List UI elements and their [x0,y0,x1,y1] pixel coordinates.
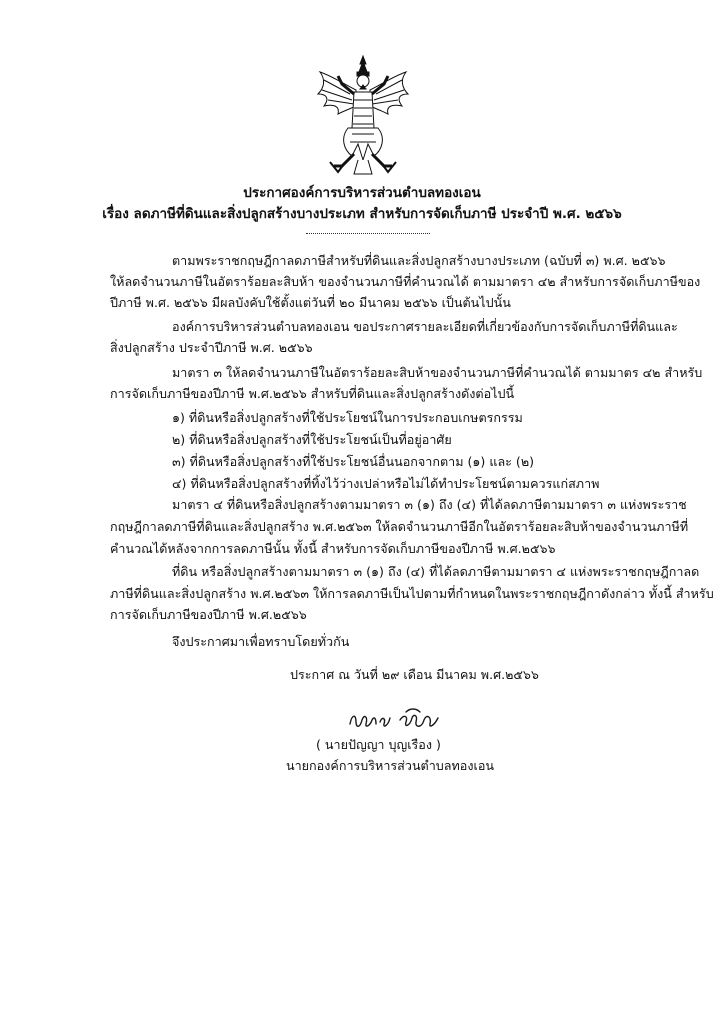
title-divider [306,233,430,234]
paragraph-1-line-3: ปีภาษี พ.ศ. ๒๕๖๖ มีผลบังคับใช้ตั้งแต่วันที่ ๒๐ มีนาคม ๒๕๖๖ เป็นต้นไปนั้น [110,295,511,310]
signer-position: นายกองค์การบริหารส่วนตำบลทองเอน [286,758,494,773]
announcement-date: ประกาศ ณ วันที่ ๒๙ เดือน มีนาคม พ.ศ.๒๕๖๖ [290,667,539,682]
paragraph-4-line-2: กฤษฎีกาลดภาษีที่ดินและสิ่งปลูกสร้าง พ.ศ.๒๕๖๓ ให้ลดจำนวนภาษีอีกในอัตราร้อยละสิบห้าของจำนวนภาษีที่ [110,519,689,534]
paragraph-4-line-3: คำนวณได้หลังจากการลดภาษีนั้น ทั้งนี้ สำหรับการจัดเก็บภาษีของปีภาษี พ.ศ.๒๕๖๖ [110,541,556,556]
list-item: ๑) ที่ดินหรือสิ่งปลูกสร้างที่ใช้ประโยชน์ในการประกอบเกษตรกรรม [172,410,523,425]
list-item: ๒) ที่ดินหรือสิ่งปลูกสร้างที่ใช้ประโยชน์เป็นที่อยู่อาศัย [172,432,452,447]
paragraph-1-line-1: ตามพระราชกฤษฎีกาลดภาษีสำหรับที่ดินและสิ่งปลูกสร้างบางประเภท (ฉบับที่ ๓) พ.ศ. ๒๕๖๖ [172,253,666,268]
handwritten-signature [346,704,442,734]
garuda-emblem [314,54,412,178]
paragraph-1-line-2: ให้ลดจำนวนภาษีในอัตราร้อยละสิบห้า ของจำนวนภาษีที่คำนวณได้ ตามมาตรา ๔๒ สำหรับการจัดเก็บภาษีของ [110,274,701,289]
list-item: ๓) ที่ดินหรือสิ่งปลูกสร้างที่ใช้ประโยชน์อื่นนอกจากตาม (๑) และ (๒) [172,454,535,469]
announcement-title: ประกาศองค์การบริหารส่วนตำบลทองเอน [243,185,481,201]
announcement-subject: เรื่อง ลดภาษีที่ดินและสิ่งปลูกสร้างบางประเภท สำหรับการจัดเก็บภาษี ประจำปี พ.ศ. ๒๕๖๖ [102,206,622,222]
paragraph-5-line-1: ที่ดิน หรือสิ่งปลูกสร้างตามมาตรา ๓ (๑) ถึง (๔) ที่ได้ลดภาษีตามมาตรา ๔ แห่งพระราชกฤษฎีกาลด [172,564,700,579]
paragraph-4-line-1: มาตรา ๔ ที่ดินหรือสิ่งปลูกสร้างตามมาตรา ๓ (๑) ถึง (๔) ที่ได้ลดภาษีตามมาตรา ๓ แห่งพระราช [172,497,687,512]
paragraph-3-line-1: มาตรา ๓ ให้ลดจำนวนภาษีในอัตราร้อยละสิบห้าของจำนวนภาษีที่คำนวณได้ ตามมาตร ๔๒ สำหรับ [172,365,703,380]
list-item: ๔) ที่ดินหรือสิ่งปลูกสร้างที่ทิ้งไว้ว่างเปล่าหรือไม่ได้ทำประโยชน์ตามควรแก่สภาพ [172,476,600,491]
paragraph-5-line-3: การจัดเก็บภาษีของปีภาษี พ.ศ.๒๕๖๖ [110,607,307,622]
paragraph-2-line-1: องค์การบริหารส่วนตำบลทองเอน ขอประกาศรายละเอียดที่เกี่ยวข้องกับการจัดเก็บภาษีที่ดินและ [172,319,678,334]
paragraph-2-line-2: สิ่งปลูกสร้าง ประจำปีภาษี พ.ศ. ๒๕๖๖ [110,340,313,355]
signer-name: ( นายปัญญา บุญเรือง ) [316,737,441,752]
paragraph-3-line-2: การจัดเก็บภาษีของปีภาษี พ.ศ.๒๕๖๖ สำหรับที่ดินและสิ่งปลูกสร้างดังต่อไปนี้ [110,386,515,401]
paragraph-5-line-2: ภาษีที่ดินและสิ่งปลูกสร้าง พ.ศ.๒๕๖๓ ให้การลดภาษีเป็นไปตามที่กำหนดในพระราชกฤษฎีกาดังกล่าว ทั้งนี้ สำหรับ [110,586,714,601]
announcement-closing: จึงประกาศมาเพื่อทราบโดยทั่วกัน [172,634,350,649]
